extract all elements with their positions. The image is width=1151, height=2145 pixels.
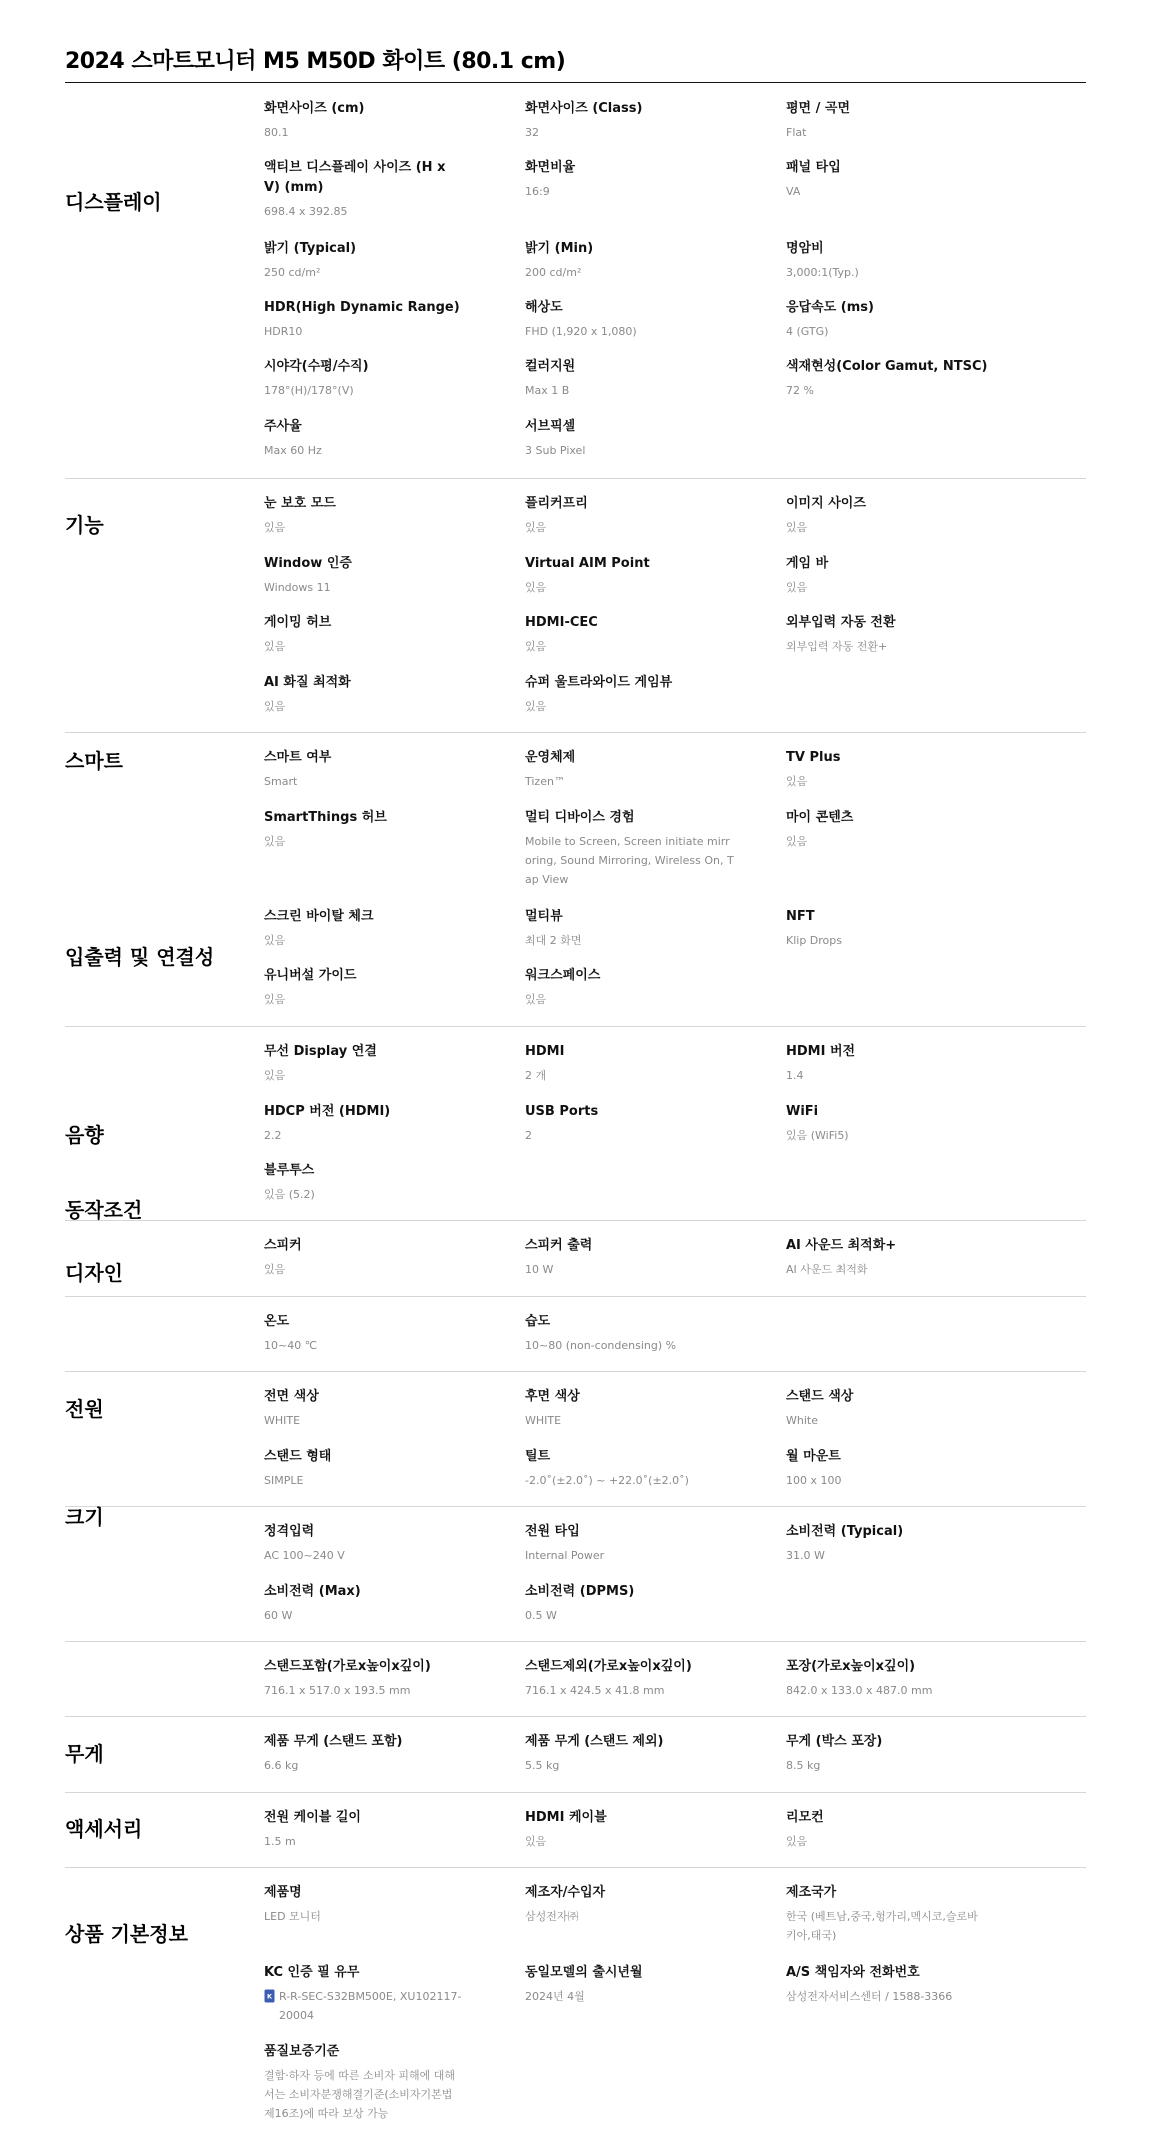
spec-item	[264, 1522, 484, 1565]
spec-item	[525, 99, 745, 142]
spec-value: R-R-SEC-S32BM500E, XU102117-20004	[279, 1990, 462, 2022]
spec-item	[264, 907, 484, 950]
spec-value: Windows 11	[264, 581, 331, 594]
spec-value: LED 모니터	[264, 1910, 321, 1923]
spec-label: HDR(High Dynamic Range)	[264, 300, 460, 315]
spec-value: 있음	[786, 521, 808, 534]
kc-mark-line	[264, 1987, 464, 2025]
spec-value: 10 W	[525, 1263, 554, 1276]
spec-item	[264, 494, 484, 537]
spec-label: 명암비	[786, 241, 824, 256]
spec-label: 화면비율	[525, 160, 576, 175]
section-category-title: 액세서리	[65, 1817, 143, 1841]
spec-value: 1.4	[786, 1069, 804, 1082]
spec-label: 후면 색상	[525, 1389, 580, 1404]
spec-value: AI 사운드 최적화	[786, 1263, 868, 1276]
spec-item	[525, 1102, 745, 1145]
spec-value: 32	[525, 126, 539, 139]
spec-item	[264, 239, 484, 282]
spec-item	[264, 1447, 484, 1490]
spec-value: 2 개	[525, 1069, 547, 1082]
spec-label: 화면사이즈 (cm)	[264, 101, 365, 116]
spec-label: 평면 / 곡면	[786, 101, 851, 116]
kc-certification-icon	[264, 1989, 275, 2003]
spec-label: 전면 색상	[264, 1389, 319, 1404]
spec-label: 외부입력 자동 전환	[786, 615, 896, 630]
spec-value: 있음	[264, 1263, 286, 1276]
spec-label: 제품 무게 (스탠드 제외)	[525, 1734, 664, 1749]
spec-value: VA	[786, 185, 801, 198]
spec-label: Virtual AIM Point	[525, 556, 650, 571]
spec-value: 삼성전자㈜	[525, 1910, 579, 1923]
spec-value: Klip Drops	[786, 934, 842, 947]
spec-item	[264, 613, 484, 656]
spec-value: 있음	[264, 521, 286, 534]
spec-section	[65, 1867, 1086, 2131]
spec-label: 응답속도 (ms)	[786, 300, 874, 315]
spec-value: 3,000:1(Typ.)	[786, 266, 859, 279]
spec-value: 한국 (베트남,중국,헝가리,멕시코,슬로바키아,태국)	[786, 1910, 978, 1942]
spec-item	[264, 1732, 484, 1775]
spec-section	[65, 1716, 1086, 1793]
spec-label: 스피커 출력	[525, 1238, 593, 1253]
spec-label: 워크스페이스	[525, 968, 601, 983]
spec-value: 있음	[525, 581, 547, 594]
spec-label: USB Ports	[525, 1104, 599, 1119]
spec-item	[264, 298, 484, 341]
spec-label: 시야각(수평/수직)	[264, 359, 369, 374]
spec-label: 제품명	[264, 1885, 302, 1900]
spec-value: Flat	[786, 126, 807, 139]
spec-label: HDMI 버전	[786, 1044, 856, 1059]
spec-label: 블루투스	[264, 1163, 315, 1178]
spec-value: 있음	[264, 700, 286, 713]
spec-item	[525, 239, 745, 282]
spec-value: 80.1	[264, 126, 289, 139]
section-category-title: 무게	[65, 1742, 104, 1766]
spec-value: 있음	[264, 640, 286, 653]
spec-label: 월 마운트	[786, 1449, 841, 1464]
spec-value-wrap	[264, 1987, 464, 2025]
spec-label: 정격입력	[264, 1524, 315, 1539]
spec-label: 틸트	[525, 1449, 551, 1464]
spec-value: White	[786, 1414, 818, 1427]
spec-item	[264, 357, 484, 400]
spec-item	[786, 1808, 1006, 1851]
spec-label: KC 인증 필 유무	[264, 1965, 360, 1980]
spec-value: -2.0˚(±2.0˚) ~ +22.0˚(±2.0˚)	[525, 1474, 689, 1487]
spec-label: AI 화질 최적화	[264, 675, 351, 690]
section-category-title: 기능	[65, 513, 104, 537]
spec-item	[525, 494, 745, 537]
spec-label: 소비전력 (DPMS)	[525, 1584, 635, 1599]
spec-label: 멀티뷰	[525, 909, 563, 924]
spec-item	[786, 1522, 1006, 1565]
spec-value: 10~40 ℃	[264, 1339, 318, 1352]
spec-item	[525, 1883, 745, 1926]
spec-label: 품질보증기준	[264, 2044, 340, 2059]
spec-label: 밝기 (Min)	[525, 241, 594, 256]
spec-label: 전원 타입	[525, 1524, 580, 1539]
spec-item	[525, 1447, 745, 1490]
spec-value: 842.0 x 133.0 x 487.0 mm	[786, 1684, 933, 1697]
spec-label: HDCP 버전 (HDMI)	[264, 1104, 391, 1119]
spec-label: 포장(가로x높이x깊이)	[786, 1659, 916, 1674]
spec-label: 서브픽셀	[525, 419, 576, 434]
spec-label: 해상도	[525, 300, 563, 315]
spec-label: 패널 타입	[786, 160, 841, 175]
spec-value: 2	[525, 1129, 532, 1142]
spec-value: 있음 (5.2)	[264, 1188, 315, 1201]
spec-item	[264, 417, 484, 460]
section-category-title: 크기	[65, 1505, 104, 1529]
spec-label: 게이밍 허브	[264, 615, 332, 630]
spec-label: 스탠드포함(가로x높이x깊이)	[264, 1659, 431, 1674]
spec-value: 3 Sub Pixel	[525, 444, 586, 457]
spec-item	[264, 158, 484, 221]
spec-item	[786, 158, 1006, 201]
spec-value: 있음	[264, 993, 286, 1006]
spec-value: WHITE	[525, 1414, 562, 1427]
spec-label: HDMI-CEC	[525, 615, 598, 630]
spec-label: 온도	[264, 1314, 290, 1329]
spec-section	[65, 478, 1086, 733]
spec-label: 운영체제	[525, 750, 576, 765]
spec-item	[525, 673, 745, 716]
spec-value: 있음	[525, 993, 547, 1006]
spec-label: 슈퍼 울트라와이드 게임뷰	[525, 675, 673, 690]
svg-text:K: K	[266, 1992, 273, 2001]
spec-item	[525, 1657, 745, 1700]
spec-section	[65, 732, 1086, 1027]
spec-item	[525, 1042, 745, 1085]
spec-label: 무게 (박스 포장)	[786, 1734, 883, 1749]
spec-value: 1.5 m	[264, 1835, 296, 1848]
spec-value: 10~80 (non-condensing) %	[525, 1339, 677, 1352]
spec-label: 제조자/수입자	[525, 1885, 606, 1900]
spec-item	[264, 1582, 484, 1625]
spec-item	[264, 966, 484, 1009]
spec-item	[264, 1042, 484, 1085]
spec-value: Mobile to Screen, Screen initiate mirroring, Sound Mirroring, Wireless On, Tap View	[525, 835, 734, 886]
spec-item	[786, 907, 1006, 950]
spec-label: 습도	[525, 1314, 551, 1329]
spec-value: 2024년 4월	[525, 1990, 585, 2003]
spec-item	[786, 554, 1006, 597]
spec-item	[264, 1808, 484, 1851]
page-title: 2024 스마트모니터 M5 M50D 화이트 (80.1 cm)	[65, 49, 566, 74]
section-category-title: 상품 기본정보	[65, 1922, 188, 1946]
spec-label: 컬러지원	[525, 359, 576, 374]
section-category-title: 입출력 및 연결성	[65, 945, 215, 969]
section-category-title: 디스플레이	[65, 190, 162, 214]
spec-value: 있음 (WiFi5)	[786, 1129, 849, 1142]
spec-value: HDR10	[264, 325, 303, 338]
spec-item	[525, 1808, 745, 1851]
spec-value: 8.5 kg	[786, 1759, 821, 1772]
section-category-title: 전원	[65, 1397, 104, 1421]
spec-value: 있음	[525, 521, 547, 534]
spec-item	[786, 808, 1006, 851]
spec-item	[525, 748, 745, 791]
section-category-title: 동작조건	[65, 1198, 143, 1222]
section-category-title: 스마트	[65, 749, 123, 773]
spec-label: 제조국가	[786, 1885, 837, 1900]
spec-item	[525, 808, 745, 889]
spec-item	[525, 417, 745, 460]
spec-label: 게임 바	[786, 556, 829, 571]
spec-item	[525, 907, 745, 950]
spec-label: 소비전력 (Typical)	[786, 1524, 904, 1539]
spec-value: 72 %	[786, 384, 814, 397]
spec-label: SmartThings 허브	[264, 810, 387, 825]
spec-item	[786, 1732, 1006, 1775]
spec-value: 최대 2 화면	[525, 934, 582, 947]
spec-label: 화면사이즈 (Class)	[525, 101, 643, 116]
spec-value: 250 cd/m²	[264, 266, 321, 279]
spec-item	[786, 1102, 1006, 1145]
spec-label: 스크린 바이탈 체크	[264, 909, 374, 924]
spec-item	[264, 673, 484, 716]
spec-value: SIMPLE	[264, 1474, 304, 1487]
spec-item	[786, 1042, 1006, 1085]
spec-label: 색재현성(Color Gamut, NTSC)	[786, 359, 988, 374]
spec-item	[525, 1236, 745, 1279]
spec-label: Window 인증	[264, 556, 352, 571]
spec-value: Smart	[264, 775, 298, 788]
spec-label: 스탠드제외(가로x높이x깊이)	[525, 1659, 692, 1674]
spec-value: 있음	[264, 934, 286, 947]
spec-value: 178°(H)/178°(V)	[264, 384, 354, 397]
spec-value: 4 (GTG)	[786, 325, 829, 338]
spec-item	[786, 1447, 1006, 1490]
spec-value: 16:9	[525, 185, 550, 198]
spec-label: 유니버설 가이드	[264, 968, 357, 983]
spec-value: 있음	[525, 700, 547, 713]
spec-label: 밝기 (Typical)	[264, 241, 357, 256]
spec-value: 716.1 x 517.0 x 193.5 mm	[264, 1684, 411, 1697]
spec-item	[264, 2042, 484, 2123]
spec-label: NFT	[786, 909, 815, 924]
spec-item	[525, 1582, 745, 1625]
spec-value: WHITE	[264, 1414, 301, 1427]
spec-label: 스탠드 형태	[264, 1449, 332, 1464]
spec-item	[525, 554, 745, 597]
spec-value: 있음	[525, 640, 547, 653]
spec-label: 이미지 사이즈	[786, 496, 866, 511]
spec-label: 소비전력 (Max)	[264, 1584, 361, 1599]
spec-item	[525, 613, 745, 656]
spec-value: 있음	[786, 581, 808, 594]
spec-item	[264, 748, 484, 791]
spec-label: TV Plus	[786, 750, 841, 765]
spec-item	[786, 494, 1006, 537]
spec-item	[264, 1657, 484, 1700]
spec-item	[264, 1102, 484, 1145]
spec-value: AC 100~240 V	[264, 1549, 345, 1562]
spec-item	[525, 357, 745, 400]
spec-item	[525, 1963, 745, 2006]
spec-item	[264, 1883, 484, 1926]
spec-label: 스탠드 색상	[786, 1389, 854, 1404]
spec-value: 6.6 kg	[264, 1759, 299, 1772]
spec-item	[786, 1963, 1006, 2006]
spec-label: WiFi	[786, 1104, 819, 1119]
spec-item	[525, 158, 745, 201]
spec-item	[786, 1236, 1006, 1279]
spec-label: 스피커	[264, 1238, 302, 1253]
spec-item	[786, 613, 1006, 656]
spec-value: Max 60 Hz	[264, 444, 322, 457]
spec-value: 결함·하자 등에 따른 소비자 피해에 대해서는 소비자분쟁해결기준(소비자기본법 제16조)에 따라 보상 가능	[264, 2069, 455, 2120]
spec-item	[786, 1657, 1006, 1700]
spec-label: HDMI	[525, 1044, 565, 1059]
section-category-title: 디자인	[65, 1261, 123, 1285]
spec-item	[264, 1312, 484, 1355]
spec-value: 100 x 100	[786, 1474, 842, 1487]
spec-item	[264, 1387, 484, 1430]
spec-item	[264, 99, 484, 142]
spec-value: 있음	[786, 835, 808, 848]
spec-item	[264, 1963, 484, 2025]
spec-label: A/S 책임자와 전화번호	[786, 1965, 920, 1980]
spec-value: 200 cd/m²	[525, 266, 582, 279]
spec-value: 외부입력 자동 전환+	[786, 640, 888, 653]
spec-item	[786, 357, 1006, 400]
spec-item	[786, 298, 1006, 341]
spec-item	[525, 1387, 745, 1430]
spec-item	[786, 748, 1006, 791]
spec-item	[525, 1732, 745, 1775]
spec-label: 스마트 여부	[264, 750, 332, 765]
spec-label: 리모컨	[786, 1810, 824, 1825]
spec-item	[264, 808, 484, 851]
spec-label: 액티브 디스플레이 사이즈 (H x V) (mm)	[264, 160, 446, 195]
spec-label: 눈 보호 모드	[264, 496, 336, 511]
spec-label: HDMI 케이블	[525, 1810, 607, 1825]
spec-item	[264, 1236, 484, 1279]
spec-label: 마이 콘텐츠	[786, 810, 854, 825]
spec-value: FHD (1,920 x 1,080)	[525, 325, 637, 338]
section-category-title: 음향	[65, 1123, 104, 1147]
spec-label: 제품 무게 (스탠드 포함)	[264, 1734, 403, 1749]
spec-label: AI 사운드 최적화+	[786, 1238, 897, 1253]
spec-item	[786, 1883, 1006, 1945]
spec-item	[786, 239, 1006, 282]
spec-label: 멀티 디바이스 경험	[525, 810, 635, 825]
spec-item	[786, 99, 1006, 142]
spec-value: 삼성전자서비스센터 / 1588-3366	[786, 1990, 953, 2003]
spec-value: 있음	[264, 835, 286, 848]
spec-item	[525, 298, 745, 341]
spec-value: Max 1 B	[525, 384, 570, 397]
spec-item	[525, 1312, 745, 1355]
spec-value: 2.2	[264, 1129, 282, 1142]
spec-value: 60 W	[264, 1609, 293, 1622]
spec-value: 5.5 kg	[525, 1759, 560, 1772]
spec-section	[65, 83, 1086, 478]
spec-value: 있음	[264, 1069, 286, 1082]
spec-item	[525, 1522, 745, 1565]
spec-item	[525, 966, 745, 1009]
spec-label: 플리커프리	[525, 496, 588, 511]
spec-value: 698.4 x 392.85	[264, 205, 348, 218]
spec-value: Tizen™	[525, 775, 565, 788]
spec-section	[65, 1792, 1086, 1868]
spec-value: 있음	[786, 1835, 808, 1848]
spec-value: 있음	[525, 1835, 547, 1848]
spec-item	[264, 1161, 484, 1204]
spec-value: Internal Power	[525, 1549, 605, 1562]
spec-item	[264, 554, 484, 597]
spec-label: 전원 케이블 길이	[264, 1810, 361, 1825]
spec-label: 무선 Display 연결	[264, 1044, 377, 1059]
spec-value: 31.0 W	[786, 1549, 825, 1562]
spec-value: 716.1 x 424.5 x 41.8 mm	[525, 1684, 665, 1697]
spec-label: 주사율	[264, 419, 302, 434]
spec-item	[786, 1387, 1006, 1430]
spec-value: 있음	[786, 775, 808, 788]
spec-label: 동일모델의 출시년월	[525, 1965, 643, 1980]
spec-value: 0.5 W	[525, 1609, 557, 1622]
